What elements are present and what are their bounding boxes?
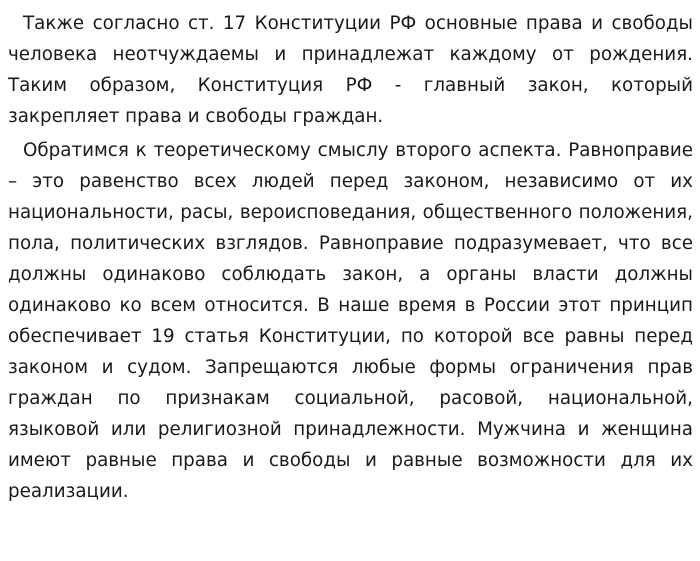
paragraph: Также согласно ст. 17 Конституции РФ основные права и свободы человека неотчуждаемы и принадлежат каждому от рождения. Таким образом, Конституция РФ - главный закон, который закрепляет права и свободы граждан.	[8, 13, 693, 127]
document-body	[8, 8, 693, 507]
paragraph: Обратимся к теоретическому смыслу второго аспекта. Равноправие – это равенство всех людей перед законом, независимо от их национальности, расы, вероисповедания, общественного положения, пола, политических взглядов. Равноправие подразумевает, что все должны одинаково соблюдать закон, а органы власти должны одинаково ко всем относится. В наше время в России этот принцип обеспечивает 19 статья Конституции, по которой все равны перед законом и судом. Запрещаются любые формы ограничения прав граждан по признакам социальной, расовой, национальной, языковой или религиозной принадлежности. Мужчина и женщина имеют равные права и свободы и равные возможности для их реализации.	[8, 140, 693, 502]
